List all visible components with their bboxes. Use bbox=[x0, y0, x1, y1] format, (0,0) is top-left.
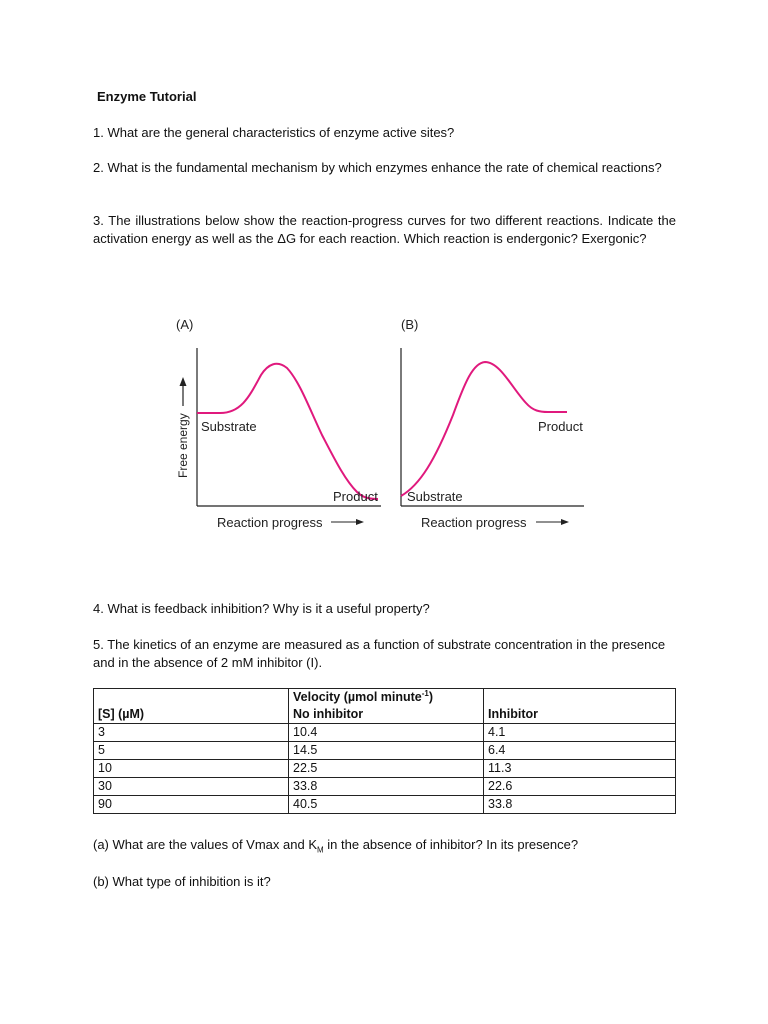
cell-s: 10 bbox=[94, 760, 289, 778]
cell-inhibitor: 22.6 bbox=[484, 778, 676, 796]
panel-a-x-axis-label: Reaction progress bbox=[217, 515, 323, 530]
table-row bbox=[94, 724, 676, 742]
reaction-progress-figure bbox=[170, 310, 600, 540]
cell-no-inhibitor: 14.5 bbox=[289, 742, 484, 760]
table-header-row-2 bbox=[94, 706, 676, 724]
cell-no-inhibitor: 40.5 bbox=[289, 796, 484, 814]
y-axis-label: Free energy bbox=[176, 413, 190, 478]
question-1: 1. What are the general characteristics of enzyme active sites? bbox=[93, 125, 455, 140]
cell-s: 3 bbox=[94, 724, 289, 742]
panel-b-x-arrow-head bbox=[561, 519, 569, 525]
panel-a-x-arrow-head bbox=[356, 519, 364, 525]
question-5b: (b) What type of inhibition is it? bbox=[93, 874, 271, 889]
panel-b-product-label: Product bbox=[538, 419, 583, 434]
panel-b-x-axis-label: Reaction progress bbox=[421, 515, 527, 530]
column-header-inhibitor: Inhibitor bbox=[484, 706, 676, 724]
table-row bbox=[94, 796, 676, 814]
column-header-no-inhibitor: No inhibitor bbox=[289, 706, 484, 724]
table-row bbox=[94, 742, 676, 760]
cell-inhibitor: 33.8 bbox=[484, 796, 676, 814]
kinetics-table bbox=[93, 688, 676, 814]
table-header-empty bbox=[94, 689, 289, 707]
y-axis-arrow-head bbox=[180, 377, 187, 386]
table-row bbox=[94, 778, 676, 796]
panel-a-product-label: Product bbox=[333, 489, 378, 504]
velocity-header-span bbox=[484, 689, 676, 707]
cell-no-inhibitor: 33.8 bbox=[289, 778, 484, 796]
cell-s: 90 bbox=[94, 796, 289, 814]
table-row bbox=[94, 760, 676, 778]
velocity-header: Velocity (µmol minute$^{-1}$) bbox=[289, 689, 484, 707]
column-header-s: [S] (µM) bbox=[94, 706, 289, 724]
question-2: 2. What is the fundamental mechanism by which enzymes enhance the rate of chemical reactions? bbox=[93, 160, 662, 175]
cell-s: 30 bbox=[94, 778, 289, 796]
question-4: 4. What is feedback inhibition? Why is it a useful property? bbox=[93, 601, 430, 616]
document-title: Enzyme Tutorial bbox=[97, 89, 197, 104]
cell-no-inhibitor: 22.5 bbox=[289, 760, 484, 778]
question-5a: (a) What are the values of Vmax and $K_M$ in the absence of inhibitor? In its presence? bbox=[93, 837, 579, 855]
panel-a-substrate-label: Substrate bbox=[201, 419, 257, 434]
cell-inhibitor: 6.4 bbox=[484, 742, 676, 760]
question-3: 3. The illustrations below show the reaction-progress curves for two different reactions. Indicate the activation energy as well as the ΔG for each reaction. Which reaction is endergonic? Exergonic? bbox=[93, 213, 676, 246]
cell-inhibitor: 4.1 bbox=[484, 724, 676, 742]
y-axis-label-group bbox=[176, 413, 190, 478]
cell-no-inhibitor: 10.4 bbox=[289, 724, 484, 742]
cell-inhibitor: 11.3 bbox=[484, 760, 676, 778]
panel-b-label: (B) bbox=[401, 317, 419, 332]
panel-b-substrate-label: Substrate bbox=[407, 489, 463, 504]
question-5: 5. The kinetics of an enzyme are measured as a function of substrate concentration in the presence and in the absence of 2 mM inhibitor (I). bbox=[93, 637, 666, 670]
table-header-row-1 bbox=[94, 689, 676, 707]
panel-a-label: (A) bbox=[176, 317, 194, 332]
cell-s: 5 bbox=[94, 742, 289, 760]
